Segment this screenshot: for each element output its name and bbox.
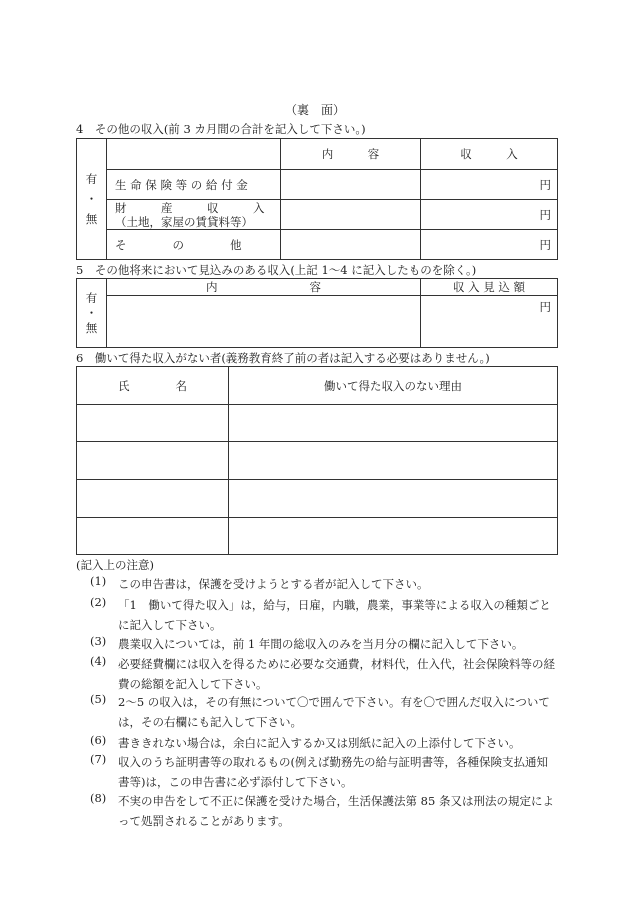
- note-text: 必要経費欄には収入を得るために必要な交通費，材料代，仕入代，社会保険料等の経費の総額を記入して下さい。: [118, 657, 555, 691]
- s4-header-blank: [107, 139, 281, 170]
- note-text: 2〜5 の収入は，その有無について〇で囲んで下さい。有を〇で囲んだ収入については，その右欄にも記入して下さい。: [118, 695, 550, 729]
- s5-expected-amount[interactable]: 円: [421, 296, 558, 348]
- note-number: (2): [90, 595, 107, 609]
- s6-name-field[interactable]: [77, 480, 229, 518]
- s4-row-other-content[interactable]: [281, 230, 421, 260]
- note-number: (5): [90, 692, 107, 706]
- s5-col-expected: 収 入 見 込 額: [421, 279, 558, 296]
- note-number: (6): [90, 733, 107, 747]
- s4-marker-dot: ・: [85, 192, 98, 206]
- s4-row-property-amount[interactable]: 円: [421, 200, 558, 230]
- note-text: 書ききれない場合は，余白に記入するか又は別紙に記入の上添付して下さい。: [118, 736, 521, 750]
- s6-reason-field[interactable]: [229, 405, 558, 442]
- s5-content-field[interactable]: [107, 296, 421, 348]
- note-number: (4): [90, 654, 107, 668]
- s6-reason-field[interactable]: [229, 518, 558, 555]
- s4-marker-yes: 有: [85, 172, 98, 186]
- s4-row-property-label-sub: （土地，家屋の賃貸料等）: [115, 214, 253, 229]
- s4-row-insurance-amount[interactable]: 円: [421, 170, 558, 200]
- s4-col-income: 収 入: [421, 139, 558, 170]
- s4-row-other-label: そ の 他: [107, 230, 281, 260]
- page-side-label: （裏 面）: [284, 103, 345, 117]
- s4-row-insurance-content[interactable]: [281, 170, 421, 200]
- s4-marker-no: 無: [85, 212, 98, 226]
- s5-marker-dot: ・: [85, 305, 98, 320]
- s4-row-property-content[interactable]: [281, 200, 421, 230]
- s6-reason-field[interactable]: [229, 480, 558, 518]
- section-5-title: 5 その他将来において見込みのある収入(上記 1〜4 に記入したものを除く。): [76, 263, 477, 277]
- s4-row-property-label: [107, 200, 281, 230]
- s5-presence-marker[interactable]: [77, 279, 107, 348]
- s4-row-insurance-label: 生 命 保 険 等 の 給 付 金: [107, 170, 281, 200]
- note-text: 農業収入については，前 1 年間の総収入のみを当月分の欄に記入して下さい。: [118, 637, 524, 651]
- note-text: 「1 働いて得た収入」は，給与，日雇，内職，農業，事業等による収入の種類ごとに記入して下さい。: [118, 598, 551, 632]
- section-4-table: [76, 138, 558, 260]
- s6-reason-field[interactable]: [229, 442, 558, 480]
- section-6-title: 6 働いて得た収入がない者(義務教育終了前の者は記入する必要はありません。): [76, 351, 490, 365]
- s4-presence-marker[interactable]: [77, 139, 107, 260]
- section-4-title: 4 その他の収入(前 3 カ月間の合計を記入して下さい。): [76, 122, 366, 136]
- note-text: 収入のうち証明書等の取れるもの(例えば勤務先の給与証明書等，各種保険支払通知書等)は，この申告書に必ず添付して下さい。: [118, 755, 548, 789]
- s4-row-property-label-main: 財 産 収 入: [115, 200, 265, 215]
- s4-col-content: 内 容: [281, 139, 421, 170]
- s6-name-field[interactable]: [77, 442, 229, 480]
- note-number: (8): [90, 791, 107, 805]
- section-5-table: [76, 278, 558, 348]
- note-number: (1): [90, 574, 107, 588]
- note-text: この申告書は，保護を受けようとする者が記入して下さい。: [118, 577, 429, 591]
- notes-title: (記入上の注意): [76, 558, 154, 572]
- s5-marker-yes: 有: [85, 290, 98, 305]
- s5-marker-no: 無: [85, 320, 98, 335]
- s6-col-reason: 働いて得た収入のない理由: [229, 367, 558, 405]
- s6-name-field[interactable]: [77, 405, 229, 442]
- note-number: (7): [90, 752, 107, 766]
- s6-col-name: 氏 名: [77, 367, 229, 405]
- note-text: 不実の申告をして不正に保護を受けた場合，生活保護法第 85 条又は刑法の規定によって処罰されることがあります。: [118, 794, 554, 828]
- s6-name-field[interactable]: [77, 518, 229, 555]
- s4-row-other-amount[interactable]: 円: [421, 230, 558, 260]
- note-number: (3): [90, 634, 107, 648]
- section-6-table: [76, 366, 558, 555]
- s5-col-content: 内 容: [107, 279, 421, 296]
